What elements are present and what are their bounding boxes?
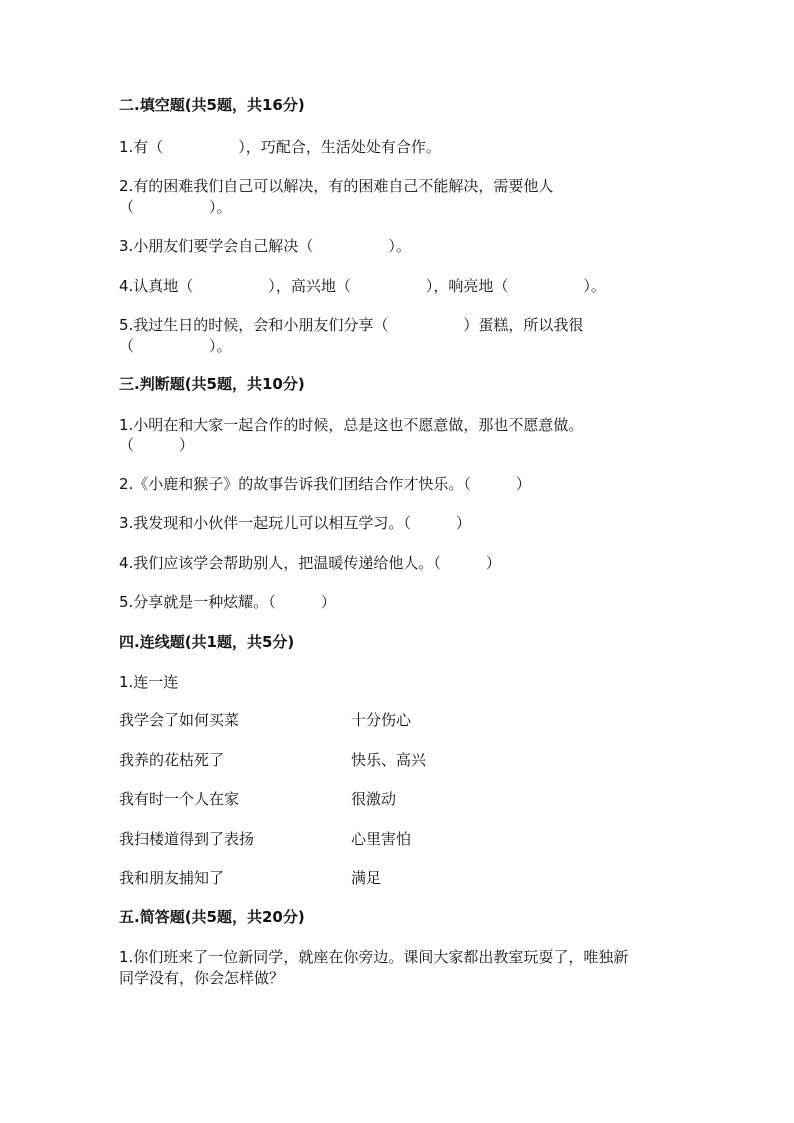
match-right-item: 满足 [351, 869, 382, 887]
judge-question-2: 2.《小鹿和猴子》的故事告诉我们团结合作才快乐。（ ） [119, 475, 531, 493]
judge-question-3: 3.我发现和小伙伴一起玩儿可以相互学习。（ ） [119, 514, 471, 532]
section-judge-title: 三.判断题(共5题，共10分) [119, 375, 305, 393]
judge-question-1-line2: （ ） [119, 436, 195, 454]
fill-question-1: 1.有（ ），巧配合，生活处处有合作。 [119, 138, 441, 156]
match-left-item: 我养的花枯死了 [119, 751, 225, 769]
judge-question-4: 4.我们应该学会帮助别人，把温暖传递给他人。（ ） [119, 554, 501, 572]
match-right-item: 十分伤心 [351, 711, 412, 729]
match-left-item: 我扫楼道得到了表扬 [119, 830, 255, 848]
fill-question-5-line2: （ ）。 [119, 337, 232, 355]
fill-question-2-line2: （ ）。 [119, 198, 232, 216]
match-right-item: 很激动 [351, 790, 397, 808]
section-fill-title: 二.填空题(共5题，共16分) [119, 96, 305, 114]
judge-question-5: 5.分享就是一种炫耀。（ ） [119, 593, 336, 611]
match-right-item: 心里害怕 [351, 830, 412, 848]
section-match-title: 四.连线题(共1题，共5分) [119, 633, 295, 651]
fill-question-4: 4.认真地（ ），高兴地（ ），响亮地（ ）。 [119, 277, 606, 295]
match-question-1: 1.连一连 [119, 673, 179, 691]
match-left-item: 我学会了如何买菜 [119, 711, 240, 729]
fill-question-3: 3.小朋友们要学会自己解决（ ）。 [119, 237, 411, 255]
short-question-1-line1: 1.你们班来了一位新同学，就座在你旁边。课间大家都出教室玩耍了，唯独新 [119, 948, 629, 966]
match-left-item: 我有时一个人在家 [119, 790, 240, 808]
match-right-item: 快乐、高兴 [351, 751, 427, 769]
section-short-title: 五.简答题(共5题，共20分) [119, 908, 305, 926]
fill-question-2-line1: 2.有的困难我们自己可以解决，有的困难自己不能解决，需要他人 [119, 177, 554, 195]
fill-question-5-line1: 5.我过生日的时候，会和小朋友们分享（ ）蛋糕，所以我很 [119, 316, 584, 334]
short-question-1-line2: 同学没有，你会怎样做？ [119, 969, 285, 987]
judge-question-1-line1: 1.小明在和大家一起合作的时候，总是这也不愿意做，那也不愿意做。 [119, 416, 584, 434]
match-left-item: 我和朋友捕知了 [119, 869, 225, 887]
